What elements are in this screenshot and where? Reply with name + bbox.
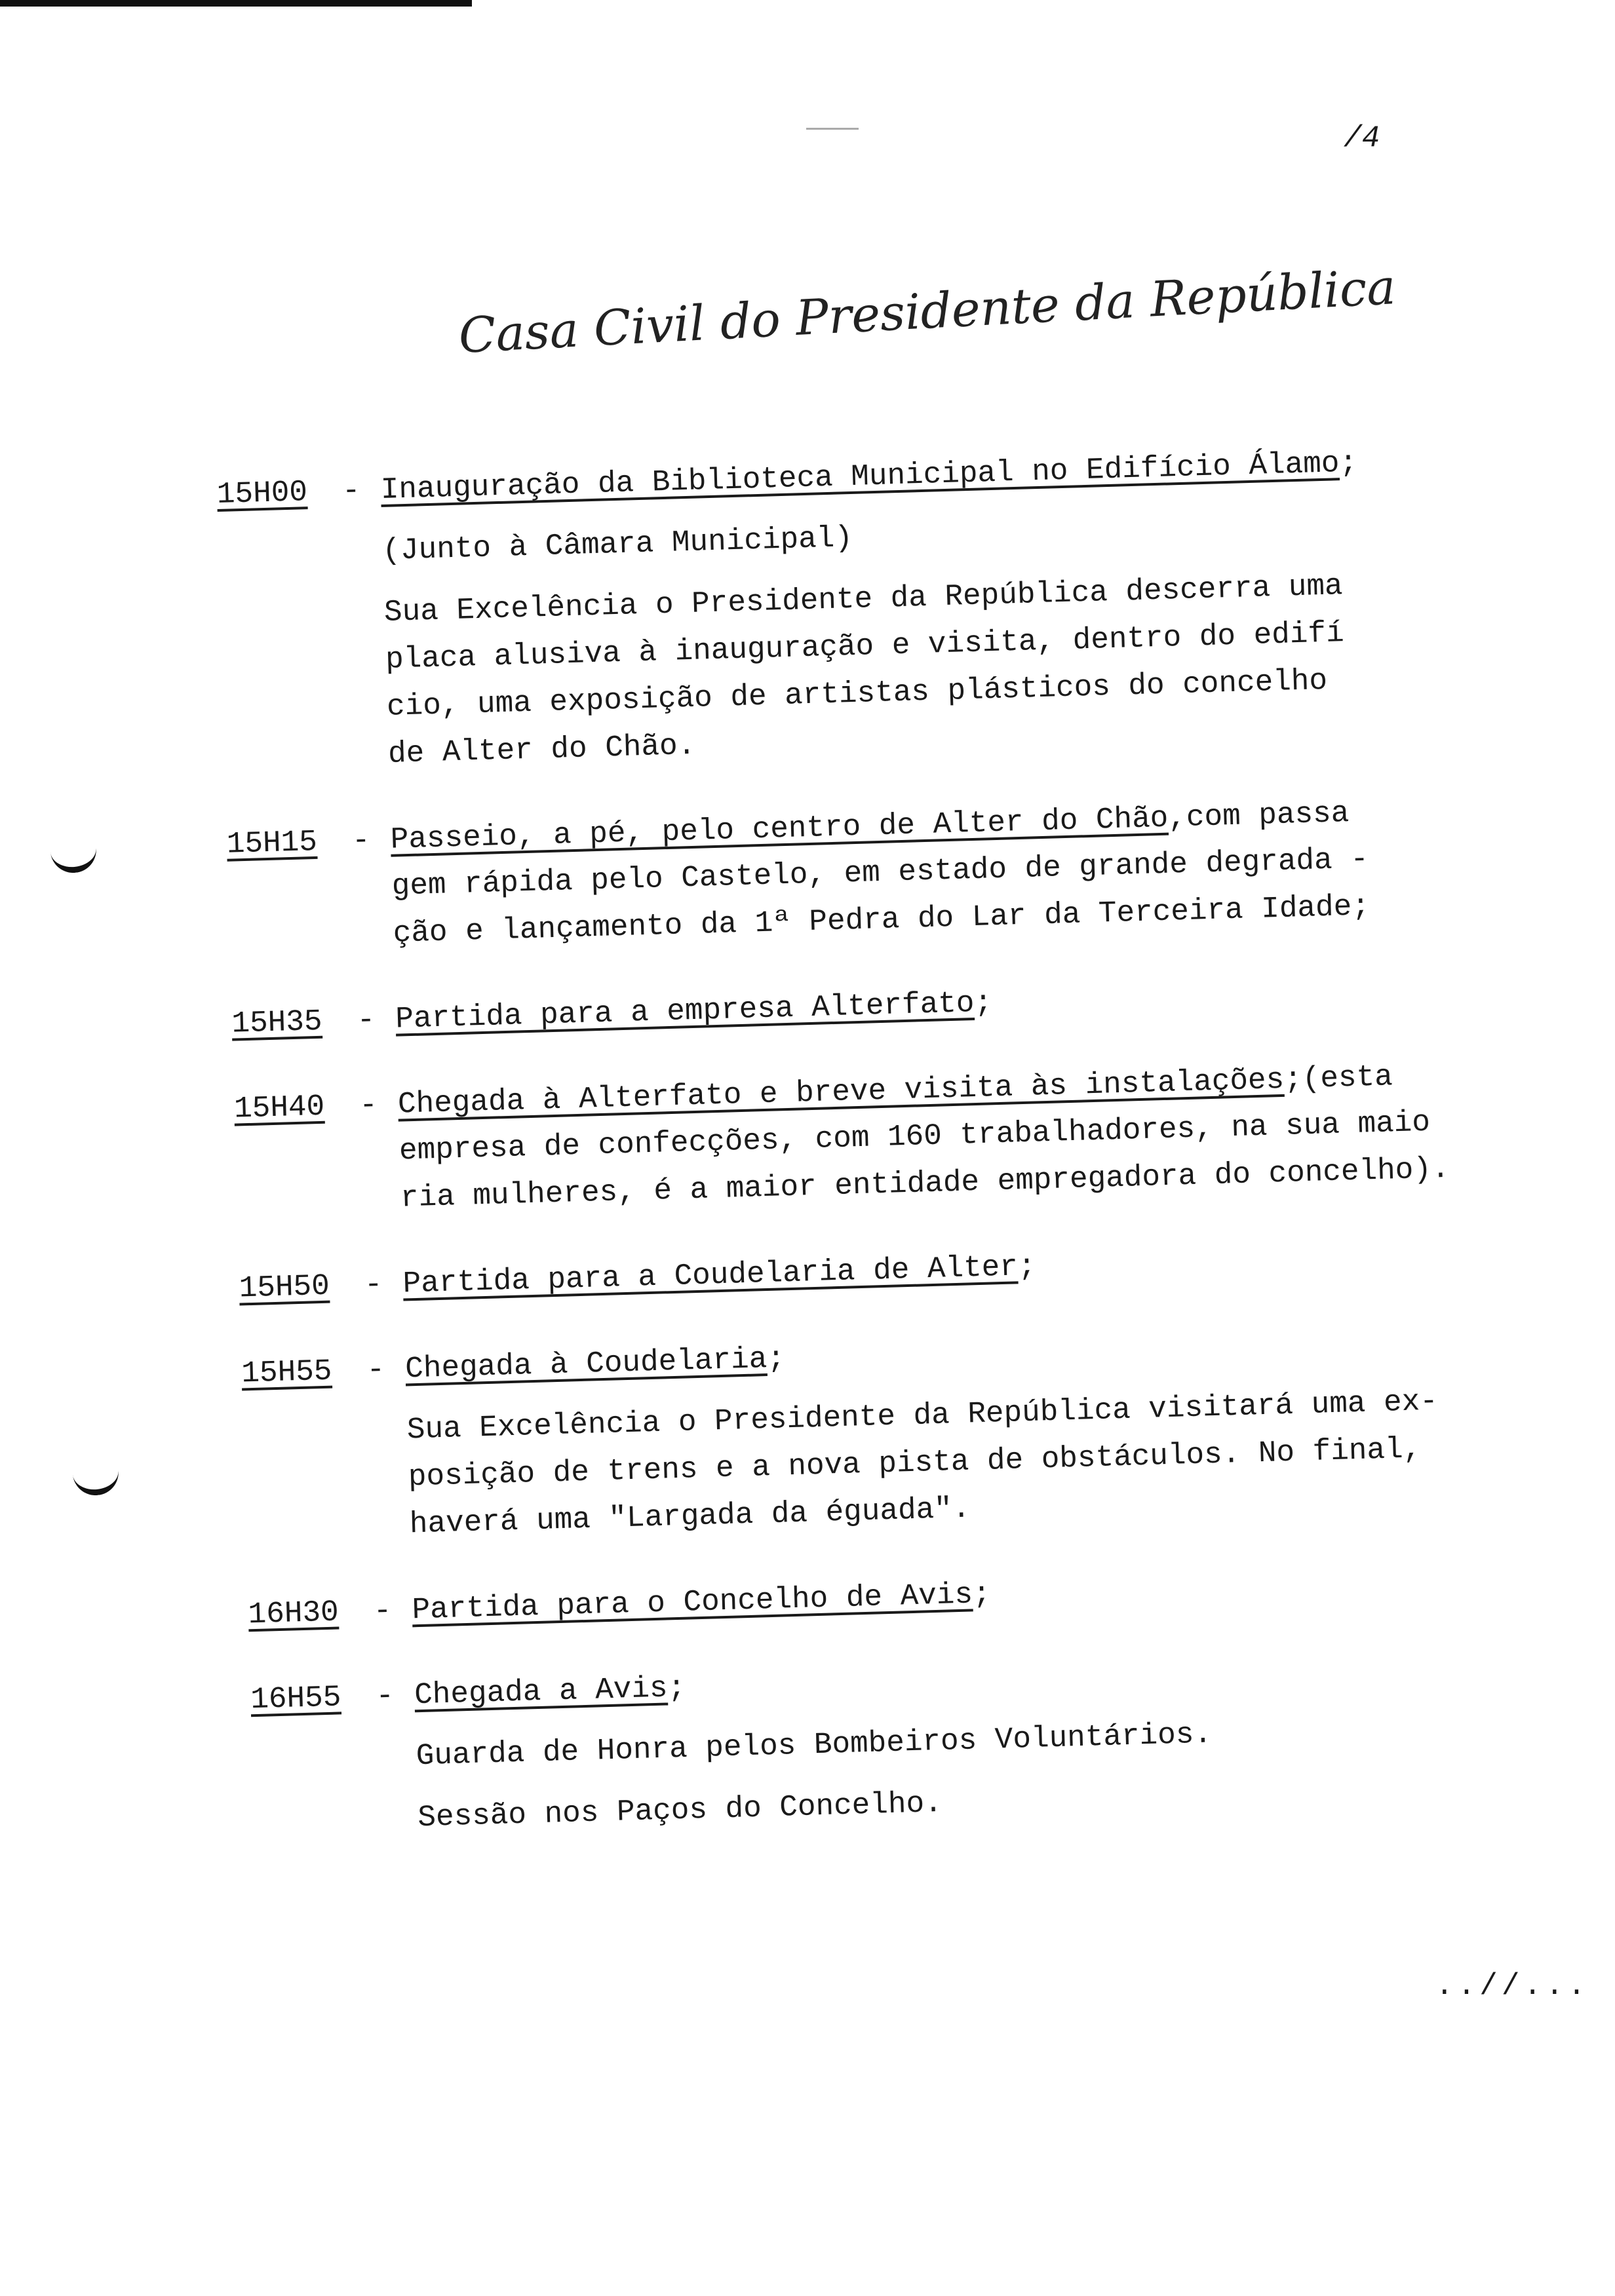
scan-smudge: [806, 128, 859, 130]
entry-time: 16H55: [250, 1680, 342, 1717]
entry-detail: cio, uma exposição de artistas plásticos do concelho: [386, 663, 1328, 724]
entry-continuation: empresa de confecções, com 160 trabalhadores, na sua maio: [399, 1105, 1431, 1168]
entry-dash: -: [373, 1594, 393, 1628]
schedule-entry: [248, 1554, 1599, 1637]
entry-title: Chegada à Coudelaria: [404, 1342, 768, 1387]
margin-check-mark: [72, 1462, 121, 1497]
entry-title: Passeio, a pé, pelo centro de Alter do Chão: [390, 801, 1169, 857]
schedule-entry: [231, 963, 1582, 1046]
schedule-entry: [250, 1639, 1604, 1846]
entry-continuation: ria mulheres, é a maior entidade empregadora do concelho).: [400, 1151, 1450, 1215]
entry-punct: ;: [766, 1341, 786, 1377]
entry-detail: (Junto à Câmara Municipal): [381, 520, 853, 568]
margin-check-mark: [50, 839, 99, 875]
entry-punct: ;: [973, 985, 993, 1021]
entry-suffix: (esta: [1302, 1060, 1393, 1097]
entry-continuation: gem rápida pelo Castelo, em estado de grande degrada -: [391, 842, 1369, 904]
entry-punct: ;: [972, 1577, 992, 1612]
entry-detail: Sua Excelência o Presidente da República visitará uma ex-: [406, 1384, 1439, 1447]
entry-time: 15H15: [226, 824, 318, 862]
schedule-entry: [233, 1048, 1587, 1226]
top-border-line: [0, 0, 472, 7]
page-continuation-mark: ..//...: [1435, 1969, 1590, 2003]
entry-title: Partida para a Coudelaria de Alter: [402, 1250, 1019, 1301]
entry-time: 15H50: [239, 1269, 330, 1306]
entry-punct: ;: [1283, 1062, 1303, 1097]
entry-punct: ;: [667, 1670, 686, 1706]
entry-suffix: com passa: [1186, 795, 1350, 835]
schedule-entry: [226, 784, 1580, 961]
entry-dash: -: [341, 473, 361, 508]
entry-title: Partida para a empresa Alterfato: [395, 986, 975, 1037]
schedule-entry: [216, 434, 1574, 782]
entry-dash: -: [359, 1088, 378, 1123]
entry-detail: Guarda de Honra pelos Bombeiros Voluntários.: [416, 1717, 1213, 1774]
entry-detail: haverá uma "Largada da éguada".: [409, 1491, 971, 1542]
entry-punct: ,: [1167, 800, 1187, 835]
page-number: /4: [1344, 121, 1380, 155]
entry-detail: placa alusiva à inauguração e visita, dentro do edifí: [385, 616, 1345, 677]
entry-detail: posição de trens e a nova pista de obstáculos. No final,: [408, 1432, 1422, 1495]
entry-punct: ;: [1338, 446, 1358, 481]
entry-detail: Sua Excelência o Presidente da República descerra uma: [383, 569, 1344, 630]
entry-punct: ;: [1017, 1249, 1037, 1284]
letterhead: Casa Civil do Presidente da República: [457, 259, 1397, 364]
entry-dash: -: [375, 1679, 395, 1713]
entry-title: Partida para o Concelho de Avis: [411, 1577, 973, 1628]
schedule: [216, 434, 1605, 1885]
entry-title: Chegada a Avis: [414, 1671, 669, 1713]
entry-time: 15H55: [241, 1354, 333, 1391]
entry-dash: -: [351, 823, 371, 858]
entry-time: 15H00: [216, 475, 308, 512]
schedule-entry: [239, 1228, 1589, 1311]
entry-time: 15H35: [231, 1004, 323, 1041]
entry-title: Chegada à Alterfato e breve visita às instalações: [397, 1062, 1285, 1122]
entry-time: 15H40: [233, 1089, 325, 1126]
entry-title: Inauguração da Biblioteca Municipal no Edifício Álamo: [380, 446, 1340, 507]
schedule-entry: [241, 1313, 1596, 1552]
entry-time: 16H30: [247, 1595, 340, 1632]
entry-dash: -: [356, 1003, 376, 1038]
entry-dash: -: [366, 1352, 385, 1388]
entry-dash: -: [364, 1267, 383, 1303]
entry-detail: Sessão nos Paços do Concelho.: [417, 1786, 943, 1835]
entry-detail: de Alter do Chão.: [387, 728, 696, 771]
entry-continuation: ção e lançamento da 1ª Pedra do Lar da Terceira Idade;: [393, 889, 1371, 951]
